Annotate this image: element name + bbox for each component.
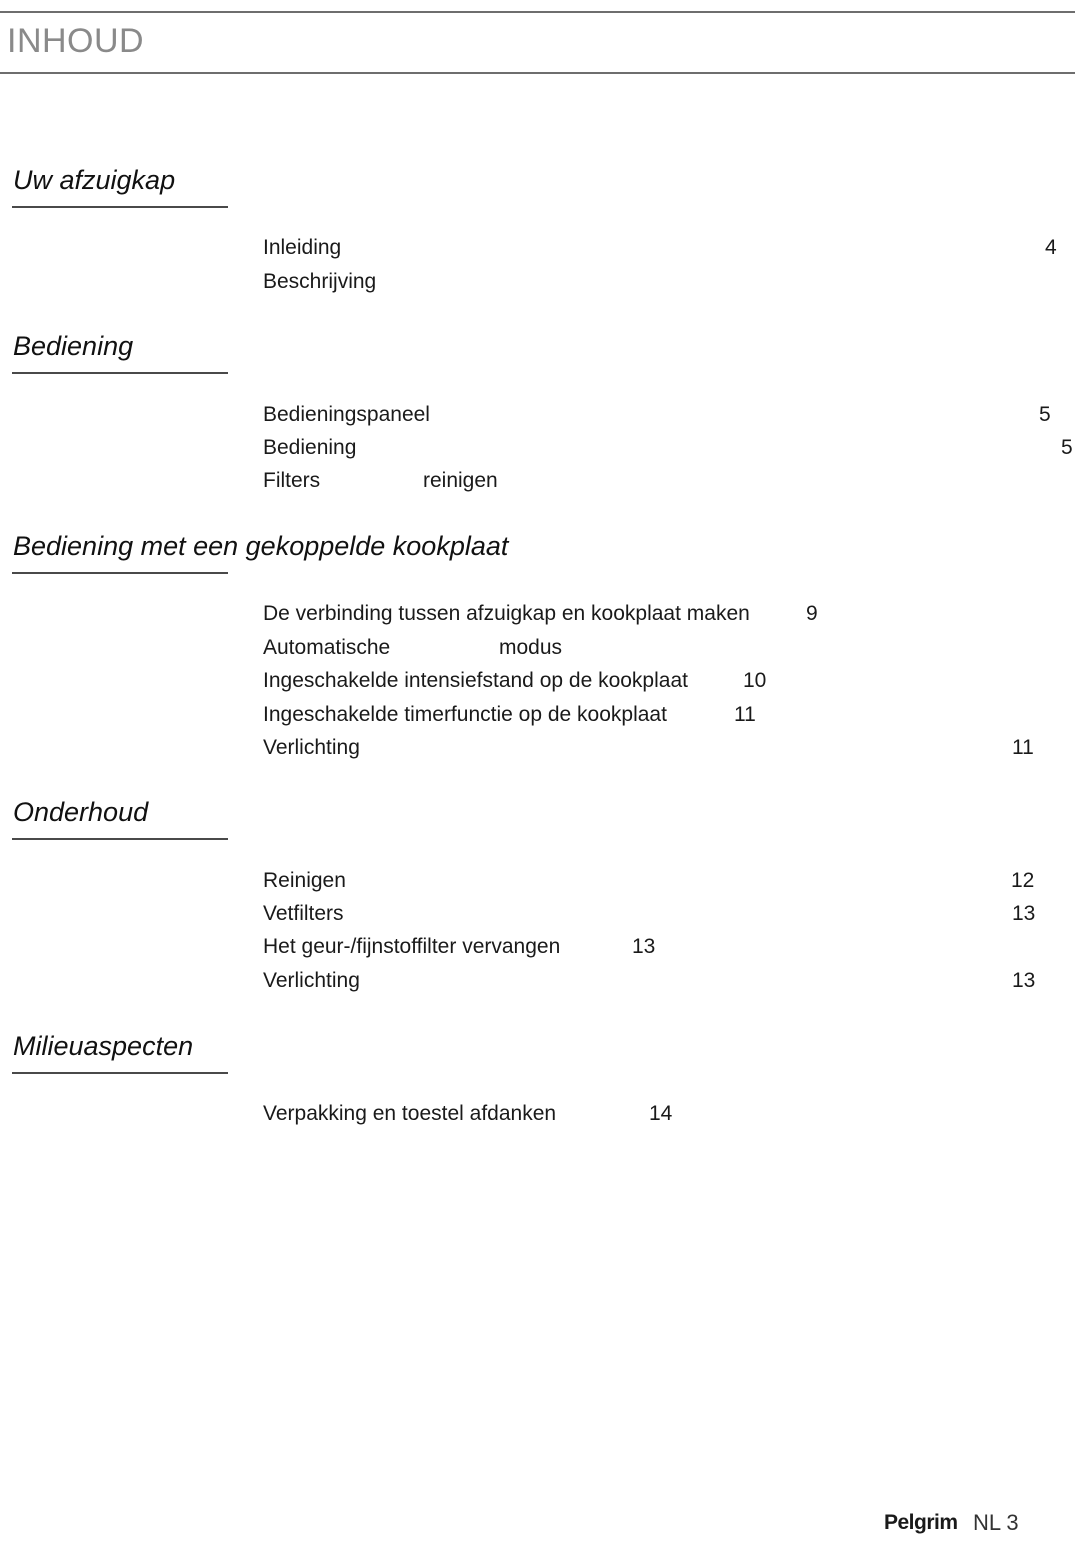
header-bottom-rule (0, 72, 1075, 74)
toc-entry-geurfilter[interactable]: Het geur-/fijnstoffilter vervangen (263, 935, 561, 958)
section-rule (12, 838, 228, 840)
section-rule (12, 372, 228, 374)
toc-page-verlichting: 11 (1012, 736, 1034, 759)
section-title-milieuaspecten: Milieuaspecten (13, 1031, 194, 1061)
toc-page-geurfilter: 13 (632, 935, 656, 958)
toc-entry-afdanken[interactable]: Verpakking en toestel afdanken (263, 1102, 557, 1125)
brand-logo: Pelgrim (884, 1511, 958, 1534)
section-rule (12, 1072, 228, 1074)
toc-page-bedieningspaneel: 5 (1039, 403, 1051, 426)
page-number: NL 3 (973, 1510, 1019, 1535)
toc-entry-inleiding[interactable]: Inleiding (263, 236, 342, 259)
toc-entry-beschrijving[interactable]: Beschrijving (263, 270, 377, 293)
section-title-gekoppelde-kookplaat: Bediening met een gekoppelde kookplaat (13, 531, 509, 561)
section-title-uw-afzuigkap: Uw afzuigkap (13, 165, 176, 195)
toc-entry-automatische[interactable]: Automatische (263, 636, 391, 659)
toc-page-inleiding: 4 (1045, 236, 1057, 259)
toc-page-verlichting-onderhoud: 13 (1012, 969, 1036, 992)
toc-entry-automatische-modus[interactable]: modus (499, 636, 563, 659)
toc-entry-bedieningspaneel[interactable]: Bedieningspaneel (263, 403, 430, 426)
toc-entry-reinigen[interactable]: Reinigen (263, 869, 346, 892)
toc-entry-filters[interactable]: Filters (263, 469, 321, 492)
toc-page-timerfunctie: 11 (734, 703, 756, 726)
page-title: INHOUD (7, 22, 145, 60)
toc-page-afdanken: 14 (649, 1102, 673, 1125)
toc-entry-filters-reinigen[interactable]: reinigen (423, 469, 498, 492)
section-title-bediening: Bediening (13, 331, 134, 361)
toc-page-intensiefstand: 10 (743, 669, 767, 692)
toc-entry-intensiefstand[interactable]: Ingeschakelde intensiefstand op de kookplaat (263, 669, 688, 692)
toc-page-bediening: 5 (1061, 436, 1073, 459)
toc-page-vetfilters: 13 (1012, 902, 1036, 925)
header-top-rule (0, 11, 1075, 13)
section-rule (12, 206, 228, 208)
toc-entry-verlichting[interactable]: Verlichting (263, 736, 360, 759)
section-title-onderhoud: Onderhoud (13, 797, 149, 827)
toc-page-reinigen: 12 (1011, 869, 1035, 892)
toc-entry-vetfilters[interactable]: Vetfilters (263, 902, 344, 925)
toc-entry-bediening[interactable]: Bediening (263, 436, 357, 459)
toc-entry-timerfunctie[interactable]: Ingeschakelde timerfunctie op de kookplaat (263, 703, 667, 726)
section-rule (12, 572, 228, 574)
toc-entry-verbinding[interactable]: De verbinding tussen afzuigkap en kookplaat maken (263, 602, 750, 625)
toc-page-verbinding: 9 (806, 602, 818, 625)
toc-entry-verlichting-onderhoud[interactable]: Verlichting (263, 969, 360, 992)
